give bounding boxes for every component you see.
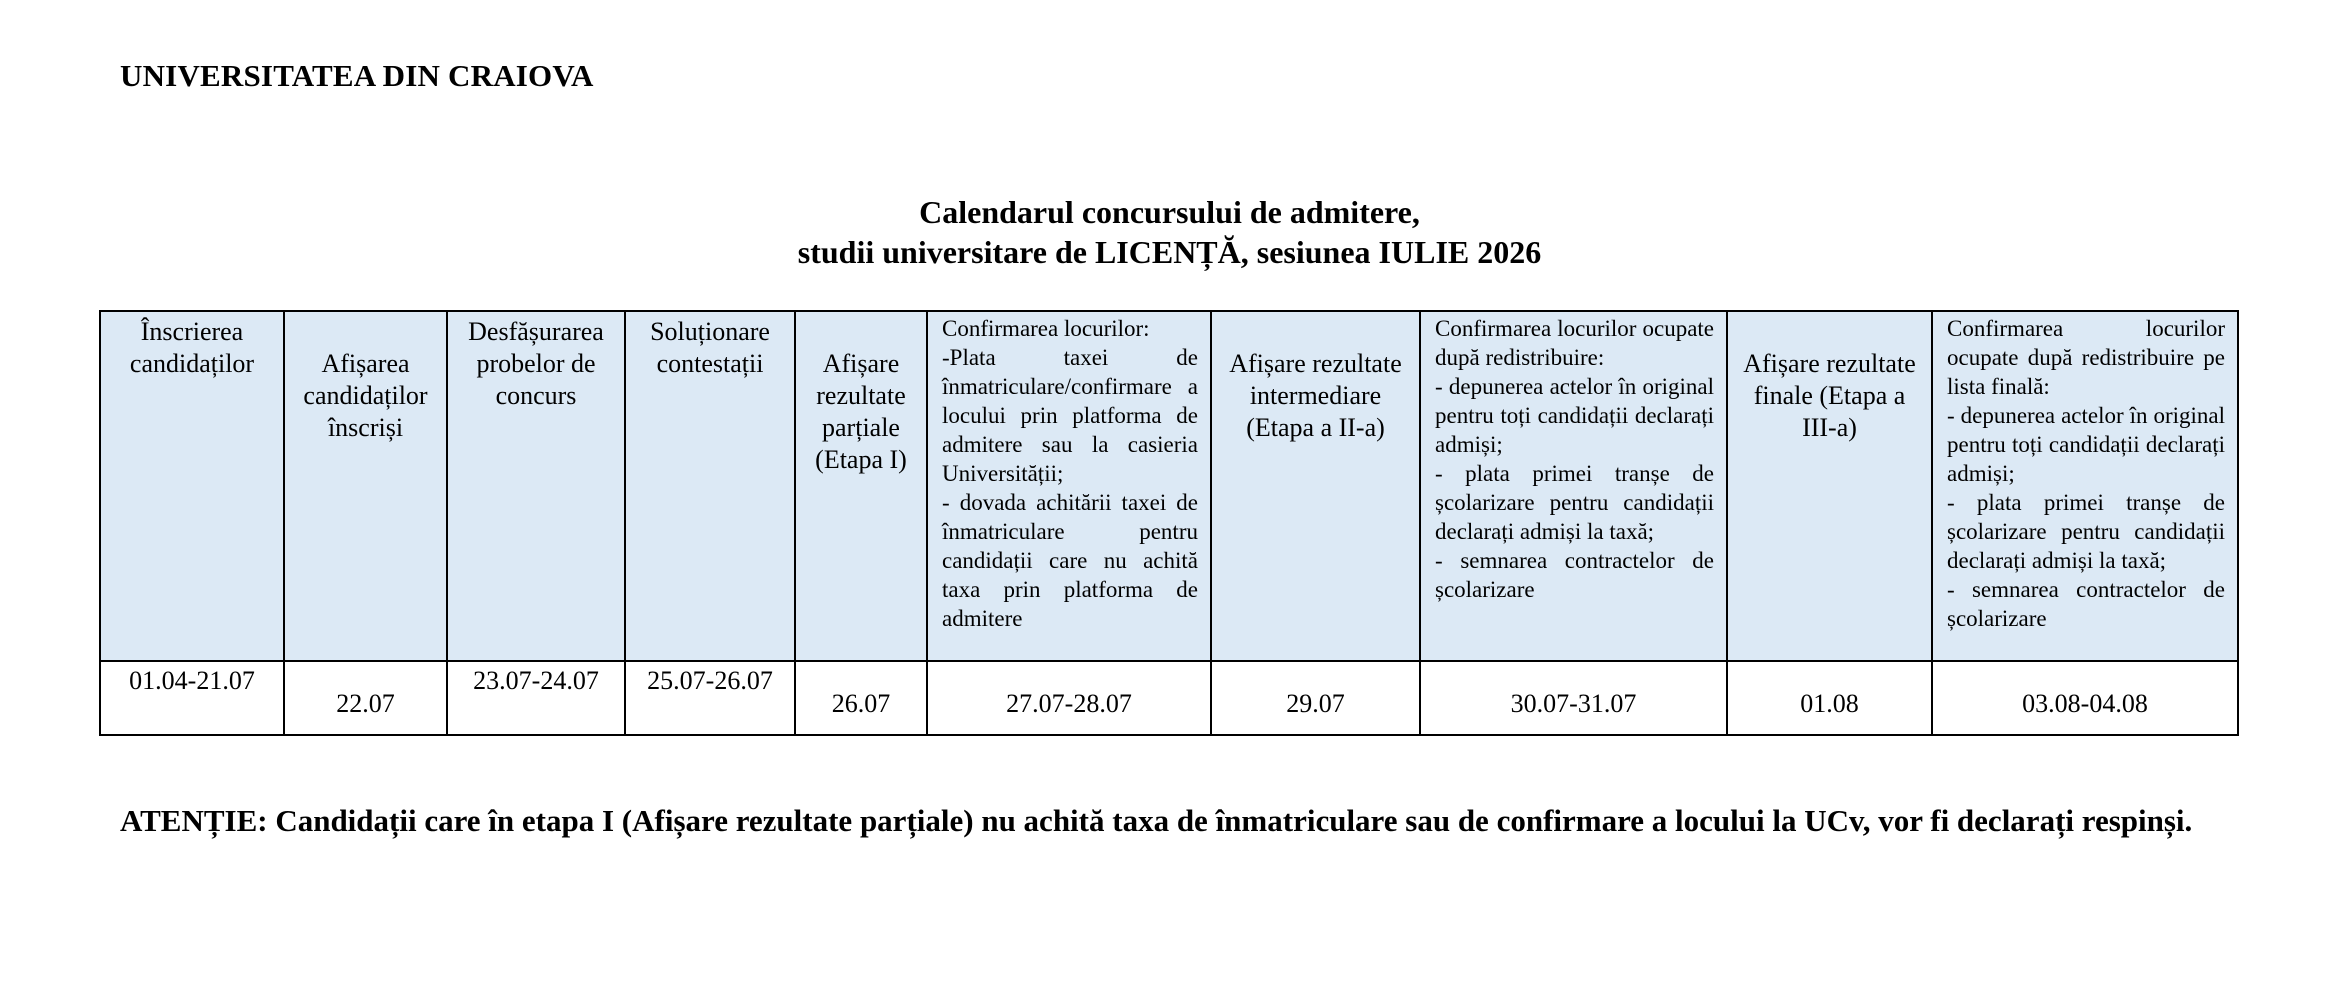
admission-calendar-table (99, 310, 2239, 736)
header-cell-contestatii (625, 311, 795, 661)
title-line-1: Calendarul concursului de admitere, (919, 194, 1420, 230)
header-text: Afișarea candidaților înscriși (303, 349, 428, 442)
date-cell: 23.07-24.07 (447, 661, 625, 735)
table-date-row (100, 661, 2238, 735)
header-text: Afișare rezultate parțiale (Etapa I) (815, 349, 907, 474)
header-text: Afișare rezultate intermediare (Etapa a II-a) (1229, 349, 1402, 442)
header-text: Desfășurarea probelor de concurs (468, 317, 604, 410)
header-text: Înscrierea candidaților (129, 317, 255, 378)
header-cell-afisare-inscrisi (284, 311, 447, 661)
header-line: - dovada achitării taxei de înmatriculare pentru candidații care nu achită taxa prin platforma de admitere (942, 490, 1198, 631)
date-cell: 26.07 (795, 661, 927, 735)
date-cell: 29.07 (1211, 661, 1420, 735)
date-cell: 01.04-21.07 (100, 661, 284, 735)
header-line: Confirmarea locurilor ocupate după redistribuire: (1435, 316, 1714, 370)
table-header-row (100, 311, 2238, 661)
header-text: Afișare rezultate finale (Etapa a III-a) (1743, 349, 1916, 442)
header-cell-confirmare-lista-finala (1932, 311, 2238, 661)
header-cell-rezultate-partiale (795, 311, 927, 661)
header-line: - semnarea contractelor de școlarizare (1435, 548, 1714, 602)
date-cell: 01.08 (1727, 661, 1932, 735)
header-text (1933, 312, 2237, 633)
header-cell-rezultate-finale (1727, 311, 1932, 661)
header-text: Soluționare contestații (650, 317, 770, 378)
header-line: - plata primei tranșe de școlarizare pentru candidații declarați admiși la taxă; (1435, 461, 1714, 544)
date-cell: 30.07-31.07 (1420, 661, 1727, 735)
header-line: - plata primei tranșe de școlarizare pentru candidații declarați admiși la taxă; (1947, 490, 2225, 573)
date-cell: 03.08-04.08 (1932, 661, 2238, 735)
date-cell: 22.07 (284, 661, 447, 735)
header-cell-confirmare-redistribuire (1420, 311, 1727, 661)
header-line: -Plata taxei de înmatriculare/confirmare a locului prin platforma de admitere sau la casieria Universității; (942, 345, 1198, 486)
header-line: Confirmarea locurilor: (942, 316, 1150, 341)
header-line: - depunerea actelor în original pentru toți candidații declarați admiși; (1435, 374, 1714, 457)
header-cell-rezultate-intermediare (1211, 311, 1420, 661)
header-line: - depunerea actelor în original pentru toți candidații declarați admiși; (1947, 403, 2225, 486)
document-title (0, 192, 2339, 272)
header-cell-desfasurare (447, 311, 625, 661)
header-cell-inscriere (100, 311, 284, 661)
header-cell-confirmare-locuri (927, 311, 1211, 661)
title-line-2: studii universitare de LICENȚĂ, sesiunea IULIE 2026 (797, 234, 1542, 270)
university-name: UNIVERSITATEA DIN CRAIOVA (120, 58, 594, 93)
header-text (1421, 312, 1726, 604)
date-cell: 27.07-28.07 (927, 661, 1211, 735)
header-line: - semnarea contractelor de școlarizare (1947, 577, 2225, 631)
attention-notice: ATENȚIE: Candidații care în etapa I (Afișare rezultate parțiale) nu achită taxa de înmatriculare sau de confirmare a locului la UCv, vor fi declarați respinși. (120, 803, 2193, 838)
header-line: Confirmarea locurilor ocupate după redistribuire pe lista finală: (1947, 316, 2225, 399)
date-cell: 25.07-26.07 (625, 661, 795, 735)
header-text (928, 312, 1210, 633)
